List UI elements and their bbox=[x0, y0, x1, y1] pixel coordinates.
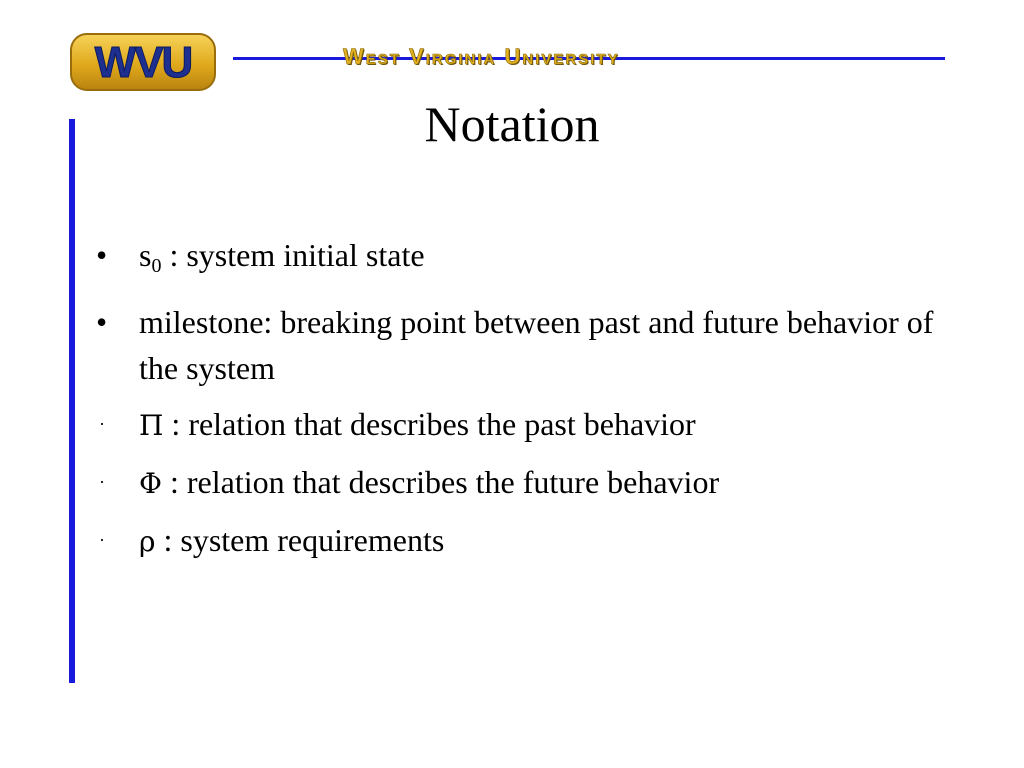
bullet-marker: • bbox=[96, 237, 108, 273]
bullet-marker: · bbox=[99, 530, 105, 550]
bullet-list bbox=[96, 232, 956, 575]
bullet-marker: • bbox=[96, 304, 108, 340]
list-item bbox=[96, 232, 956, 289]
university-name: West Virginia University bbox=[343, 44, 620, 69]
list-item-text: : system requirements bbox=[155, 522, 445, 558]
symbol-pi: Π bbox=[139, 409, 164, 442]
list-item-text: : relation that describes the past behavior bbox=[163, 406, 696, 442]
symbol-phi: Φ bbox=[139, 467, 162, 500]
bullet-marker: · bbox=[99, 414, 105, 434]
list-item-text: milestone: breaking point between past and future behavior of the system bbox=[139, 304, 934, 386]
list-item bbox=[96, 401, 956, 449]
subscript: 0 bbox=[151, 255, 162, 277]
list-item bbox=[96, 299, 956, 391]
list-item-text: : relation that describes the future behavior bbox=[161, 464, 720, 500]
bullet-marker: · bbox=[99, 472, 105, 492]
list-item bbox=[96, 459, 956, 507]
left-accent-bar bbox=[69, 119, 75, 683]
list-item bbox=[96, 517, 956, 565]
symbol-s: s bbox=[139, 237, 152, 273]
symbol-rho: ρ bbox=[139, 525, 156, 558]
list-item-text: : system initial state bbox=[161, 237, 425, 273]
wvu-logo bbox=[70, 33, 216, 91]
slide-title: Notation bbox=[424, 96, 600, 152]
wvu-logo-text: WVU bbox=[94, 38, 192, 87]
